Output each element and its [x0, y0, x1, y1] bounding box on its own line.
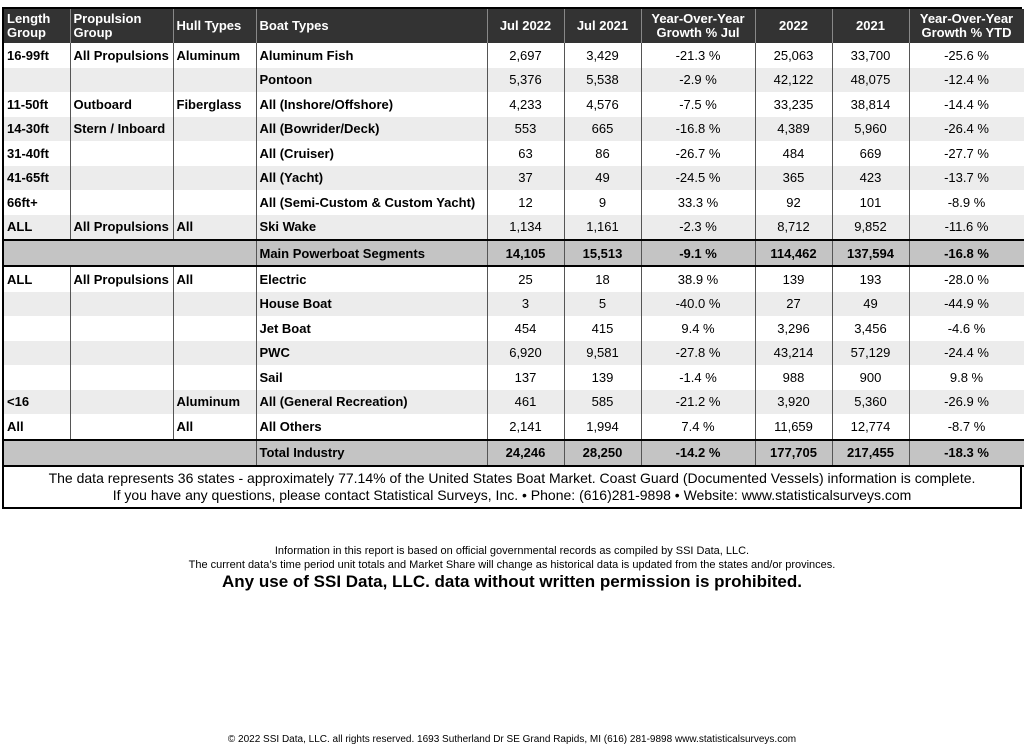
yoy-ytd-cell: -8.9 % [909, 190, 1024, 215]
yoy-ytd-cell: -13.7 % [909, 166, 1024, 191]
table-row [4, 266, 1024, 292]
length-group-cell [4, 365, 70, 390]
boat-type-cell: All (Bowrider/Deck) [256, 117, 487, 142]
jul-2021-cell: 1,161 [564, 215, 641, 241]
hull-type-cell [173, 341, 256, 366]
yoy-jul-cell: -1.4 % [641, 365, 755, 390]
permission-warning: Any use of SSI Data, LLC. data without written permission is prohibited. [222, 572, 802, 591]
jul-2022-cell: 461 [487, 390, 564, 415]
boat-type-cell: Pontoon [256, 68, 487, 93]
hull-type-cell [173, 365, 256, 390]
ytd-2022-cell: 3,920 [755, 390, 832, 415]
jul-2021-cell: 415 [564, 316, 641, 341]
yoy-ytd-cell: -12.4 % [909, 68, 1024, 93]
propulsion-group-cell [70, 190, 173, 215]
propulsion-group-cell [70, 390, 173, 415]
boat-type-cell: Main Powerboat Segments [256, 240, 487, 266]
ytd-2021-cell: 101 [832, 190, 909, 215]
boat-market-report [2, 7, 1022, 509]
contact-line: If you have any questions, please contact Statistical Surveys, Inc. • Phone: (616)281-9898 • Website: www.statisticalsurveys.com [112, 486, 912, 503]
yoy-jul-cell: -40.0 % [641, 292, 755, 317]
ytd-2021-cell: 669 [832, 141, 909, 166]
ytd-2022-cell: 42,122 [755, 68, 832, 93]
ytd-2021-cell: 423 [832, 166, 909, 191]
ytd-2021-cell: 193 [832, 266, 909, 292]
yoy-jul-cell: -14.2 % [641, 440, 755, 466]
propulsion-group-cell: All Propulsions [70, 266, 173, 292]
yoy-ytd-cell: -8.7 % [909, 414, 1024, 440]
jul-2022-cell: 5,376 [487, 68, 564, 93]
jul-2022-cell: 454 [487, 316, 564, 341]
ytd-2022-cell: 177,705 [755, 440, 832, 466]
table-row [4, 117, 1024, 142]
yoy-jul-cell: -21.3 % [641, 43, 755, 68]
hull-type-cell: Fiberglass [173, 92, 256, 117]
boat-type-cell: All (Cruiser) [256, 141, 487, 166]
ytd-2021-cell: 48,075 [832, 68, 909, 93]
table-row [4, 341, 1024, 366]
data-coverage-note [4, 467, 1020, 507]
propulsion-group-cell: Outboard [70, 92, 173, 117]
yoy-ytd-cell: -26.9 % [909, 390, 1024, 415]
boat-type-cell: Total Industry [256, 440, 487, 466]
length-group-cell: 16-99ft [4, 43, 70, 68]
jul-2022-cell: 2,697 [487, 43, 564, 68]
hull-type-cell [173, 190, 256, 215]
table-row [4, 166, 1024, 191]
ytd-2022-cell: 114,462 [755, 240, 832, 266]
ytd-2022-cell: 8,712 [755, 215, 832, 241]
source-info-line-1: Information in this report is based on official governmental records as compiled by SSI Data, LLC. [274, 545, 750, 557]
jul-2021-cell: 139 [564, 365, 641, 390]
length-group-cell: <16 [4, 390, 70, 415]
hull-type-cell: Aluminum [173, 43, 256, 68]
ytd-2022-cell: 43,214 [755, 341, 832, 366]
yoy-jul-cell: 9.4 % [641, 316, 755, 341]
table-row [4, 190, 1024, 215]
propulsion-group-cell [70, 316, 173, 341]
table-row [4, 92, 1024, 117]
yoy-jul-cell: -2.9 % [641, 68, 755, 93]
jul-2022-cell: 6,920 [487, 341, 564, 366]
blank-cell [4, 240, 256, 266]
hull-type-cell [173, 292, 256, 317]
yoy-jul-cell: -24.5 % [641, 166, 755, 191]
yoy-ytd-cell: -27.7 % [909, 141, 1024, 166]
ytd-2021-cell: 49 [832, 292, 909, 317]
ytd-2021-cell: 217,455 [832, 440, 909, 466]
table-row [4, 68, 1024, 93]
boat-type-cell: All (Yacht) [256, 166, 487, 191]
length-group-cell [4, 341, 70, 366]
hull-type-cell [173, 117, 256, 142]
jul-2021-cell: 1,994 [564, 414, 641, 440]
ytd-2021-cell: 5,360 [832, 390, 909, 415]
ytd-2021-cell: 3,456 [832, 316, 909, 341]
ytd-2021-cell: 900 [832, 365, 909, 390]
jul-2022-cell: 553 [487, 117, 564, 142]
jul-2021-cell: 665 [564, 117, 641, 142]
blank-cell [4, 440, 256, 466]
jul-2022-cell: 37 [487, 166, 564, 191]
ytd-2022-cell: 3,296 [755, 316, 832, 341]
table-row [4, 43, 1024, 68]
copyright-footer: © 2022 SSI Data, LLC. all rights reserved. 1693 Sutherland Dr SE Grand Rapids, MI (616) 281-9898 www.statisticalsurveys.com [227, 734, 797, 745]
jul-2022-cell: 63 [487, 141, 564, 166]
boat-type-cell: All (General Recreation) [256, 390, 487, 415]
yoy-jul-cell: -2.3 % [641, 215, 755, 241]
boat-type-cell: PWC [256, 341, 487, 366]
header-row [4, 9, 1024, 43]
hull-type-cell: All [173, 266, 256, 292]
yoy-jul-cell: -7.5 % [641, 92, 755, 117]
hull-type-cell: All [173, 215, 256, 241]
yoy-ytd-cell: -25.6 % [909, 43, 1024, 68]
boat-type-cell: Electric [256, 266, 487, 292]
table-row [4, 292, 1024, 317]
ytd-2021-cell: 5,960 [832, 117, 909, 142]
length-group-cell [4, 292, 70, 317]
boat-type-cell: Ski Wake [256, 215, 487, 241]
jul-2021-cell: 49 [564, 166, 641, 191]
length-group-cell: 14-30ft [4, 117, 70, 142]
jul-2021-cell: 86 [564, 141, 641, 166]
jul-2022-cell: 137 [487, 365, 564, 390]
yoy-jul-cell: -26.7 % [641, 141, 755, 166]
jul-2021-cell: 28,250 [564, 440, 641, 466]
jul-2022-cell: 14,105 [487, 240, 564, 266]
yoy-jul-cell: 38.9 % [641, 266, 755, 292]
ytd-2022-cell: 365 [755, 166, 832, 191]
yoy-jul-cell: -27.8 % [641, 341, 755, 366]
yoy-ytd-cell: -16.8 % [909, 240, 1024, 266]
table-row [4, 215, 1024, 241]
length-group-cell: ALL [4, 215, 70, 241]
ytd-2022-cell: 988 [755, 365, 832, 390]
propulsion-group-cell: Stern / Inboard [70, 117, 173, 142]
yoy-ytd-cell: -44.9 % [909, 292, 1024, 317]
jul-2021-cell: 4,576 [564, 92, 641, 117]
col-header-hull-types: Hull Types [173, 9, 256, 43]
yoy-ytd-cell: -18.3 % [909, 440, 1024, 466]
jul-2022-cell: 24,246 [487, 440, 564, 466]
yoy-ytd-cell: -11.6 % [909, 215, 1024, 241]
col-header-boat-types: Boat Types [256, 9, 487, 43]
jul-2021-cell: 9,581 [564, 341, 641, 366]
boat-type-cell: All (Inshore/Offshore) [256, 92, 487, 117]
jul-2022-cell: 12 [487, 190, 564, 215]
hull-type-cell [173, 68, 256, 93]
ytd-2022-cell: 33,235 [755, 92, 832, 117]
length-group-cell [4, 68, 70, 93]
boat-type-cell: All (Semi-Custom & Custom Yacht) [256, 190, 487, 215]
jul-2021-cell: 585 [564, 390, 641, 415]
jul-2022-cell: 2,141 [487, 414, 564, 440]
col-header-jul-2021: Jul 2021 [564, 9, 641, 43]
yoy-jul-cell: 33.3 % [641, 190, 755, 215]
boat-type-cell: Aluminum Fish [256, 43, 487, 68]
col-header-yoy-ytd: Year-Over-Year Growth % YTD [909, 9, 1024, 43]
table-row [4, 390, 1024, 415]
jul-2021-cell: 5 [564, 292, 641, 317]
propulsion-group-cell: All Propulsions [70, 215, 173, 241]
hull-type-cell [173, 316, 256, 341]
jul-2022-cell: 25 [487, 266, 564, 292]
jul-2022-cell: 1,134 [487, 215, 564, 241]
ytd-2022-cell: 484 [755, 141, 832, 166]
length-group-cell: ALL [4, 266, 70, 292]
table-body [4, 43, 1024, 466]
jul-2022-cell: 3 [487, 292, 564, 317]
coverage-line: The data represents 36 states - approximately 77.14% of the United States Boat Market. Coast Guard (Documented Vessels) information is complete. [48, 469, 976, 486]
jul-2021-cell: 15,513 [564, 240, 641, 266]
col-header-propulsion-group: Propulsion Group [70, 9, 173, 43]
yoy-ytd-cell: -28.0 % [909, 266, 1024, 292]
ytd-2022-cell: 4,389 [755, 117, 832, 142]
source-info [0, 544, 1024, 572]
yoy-ytd-cell: -4.6 % [909, 316, 1024, 341]
ytd-2021-cell: 57,129 [832, 341, 909, 366]
jul-2021-cell: 9 [564, 190, 641, 215]
col-header-2021: 2021 [832, 9, 909, 43]
col-header-2022: 2022 [755, 9, 832, 43]
propulsion-group-cell [70, 292, 173, 317]
length-group-cell: All [4, 414, 70, 440]
table-row [4, 365, 1024, 390]
hull-type-cell: All [173, 414, 256, 440]
hull-type-cell [173, 166, 256, 191]
boat-type-cell: All Others [256, 414, 487, 440]
yoy-jul-cell: 7.4 % [641, 414, 755, 440]
length-group-cell: 66ft+ [4, 190, 70, 215]
ytd-2022-cell: 11,659 [755, 414, 832, 440]
ytd-2022-cell: 139 [755, 266, 832, 292]
ytd-2021-cell: 12,774 [832, 414, 909, 440]
boat-type-cell: Sail [256, 365, 487, 390]
yoy-jul-cell: -21.2 % [641, 390, 755, 415]
propulsion-group-cell [70, 141, 173, 166]
yoy-ytd-cell: -14.4 % [909, 92, 1024, 117]
propulsion-group-cell: All Propulsions [70, 43, 173, 68]
subtotal-row [4, 240, 1024, 266]
propulsion-group-cell [70, 414, 173, 440]
length-group-cell [4, 316, 70, 341]
jul-2021-cell: 18 [564, 266, 641, 292]
hull-type-cell [173, 141, 256, 166]
source-info-line-2: The current data’s time period unit totals and Market Share will change as historical data is updated from the states and/or provinces. [188, 559, 836, 571]
yoy-ytd-cell: -26.4 % [909, 117, 1024, 142]
yoy-jul-cell: -9.1 % [641, 240, 755, 266]
yoy-ytd-cell: 9.8 % [909, 365, 1024, 390]
ytd-2021-cell: 38,814 [832, 92, 909, 117]
ytd-2021-cell: 33,700 [832, 43, 909, 68]
ytd-2022-cell: 92 [755, 190, 832, 215]
propulsion-group-cell [70, 365, 173, 390]
boat-registrations-table [4, 9, 1024, 467]
hull-type-cell: Aluminum [173, 390, 256, 415]
ytd-2021-cell: 9,852 [832, 215, 909, 241]
ytd-2021-cell: 137,594 [832, 240, 909, 266]
yoy-ytd-cell: -24.4 % [909, 341, 1024, 366]
ytd-2022-cell: 25,063 [755, 43, 832, 68]
length-group-cell: 31-40ft [4, 141, 70, 166]
col-header-length-group: Length Group [4, 9, 70, 43]
jul-2022-cell: 4,233 [487, 92, 564, 117]
length-group-cell: 11-50ft [4, 92, 70, 117]
jul-2021-cell: 3,429 [564, 43, 641, 68]
table-row [4, 414, 1024, 440]
propulsion-group-cell [70, 166, 173, 191]
length-group-cell: 41-65ft [4, 166, 70, 191]
propulsion-group-cell [70, 341, 173, 366]
col-header-yoy-jul: Year-Over-Year Growth % Jul [641, 9, 755, 43]
ytd-2022-cell: 27 [755, 292, 832, 317]
propulsion-group-cell [70, 68, 173, 93]
table-row [4, 141, 1024, 166]
table-row [4, 316, 1024, 341]
yoy-jul-cell: -16.8 % [641, 117, 755, 142]
total-row [4, 440, 1024, 466]
boat-type-cell: Jet Boat [256, 316, 487, 341]
jul-2021-cell: 5,538 [564, 68, 641, 93]
boat-type-cell: House Boat [256, 292, 487, 317]
col-header-jul-2022: Jul 2022 [487, 9, 564, 43]
